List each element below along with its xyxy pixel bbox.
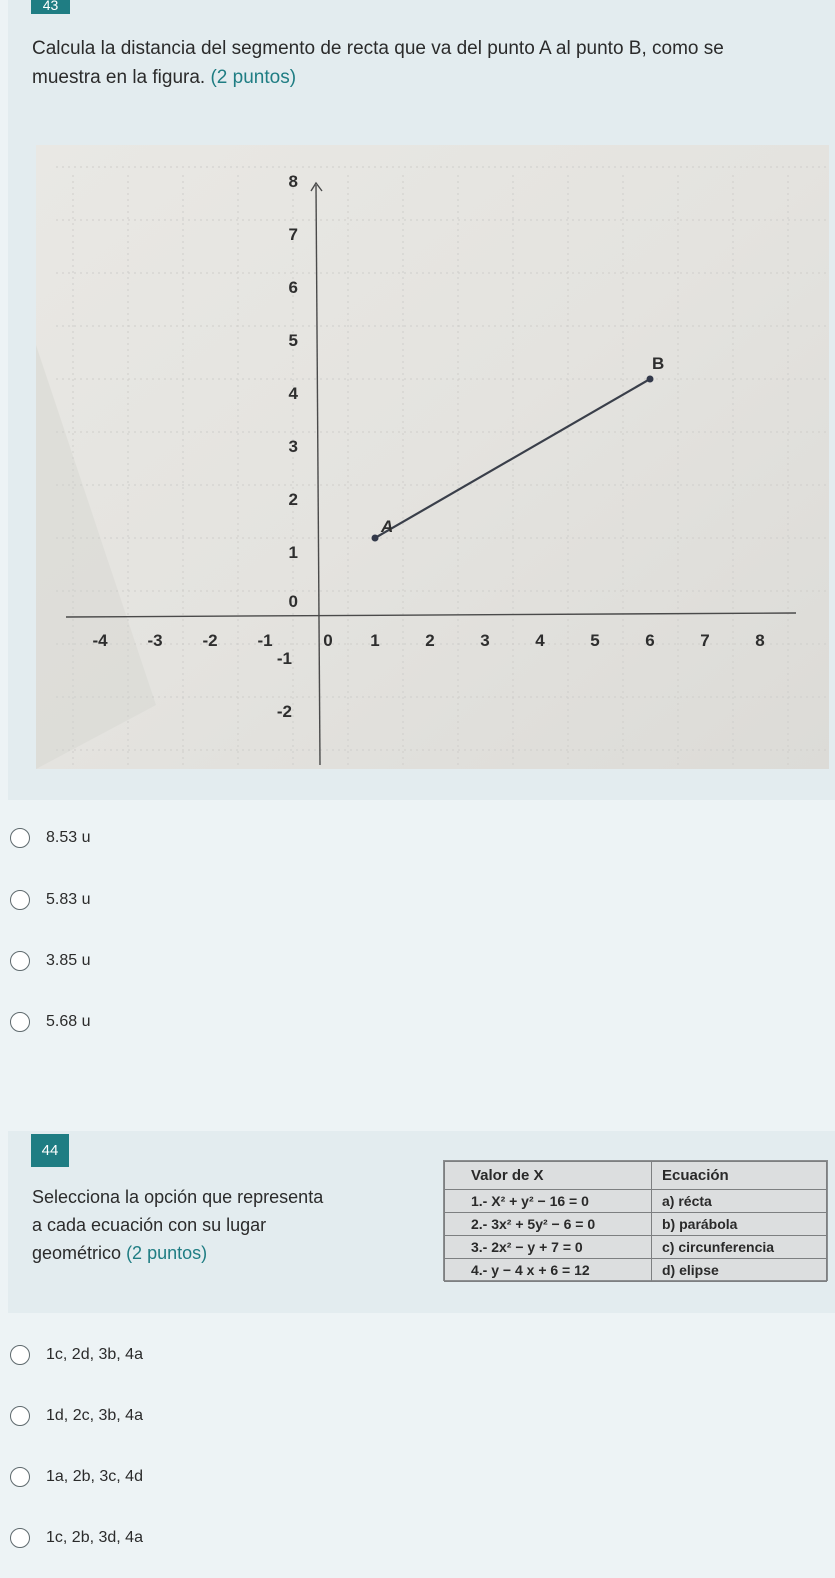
coordinate-plane-figure — [36, 145, 829, 769]
table-row — [445, 1259, 827, 1282]
answer-option-label: 1a, 2b, 3c, 4d — [46, 1468, 143, 1485]
answer-option-label: 1c, 2d, 3b, 4a — [46, 1346, 143, 1363]
answer-option-43-3[interactable] — [10, 948, 90, 974]
y-tick-label: 3 — [288, 437, 298, 456]
y-tick-label: -1 — [276, 649, 292, 668]
photo-background — [36, 145, 829, 769]
y-tick-label: -2 — [276, 702, 292, 721]
radio-button[interactable] — [10, 951, 30, 971]
question-43-points: (2 puntos) — [210, 67, 297, 88]
question-43-figure — [36, 145, 829, 769]
x-tick-label: 4 — [535, 631, 545, 650]
x-tick-label: 2 — [425, 631, 435, 650]
radio-button[interactable] — [10, 1406, 30, 1426]
answer-option-44-2[interactable] — [10, 1403, 143, 1429]
answer-option-label: 5.68 u — [46, 1013, 91, 1030]
y-tick-label: 1 — [288, 543, 298, 562]
question-44-text-line3-body: geométrico — [32, 1243, 122, 1263]
y-tick-label: 8 — [288, 172, 298, 191]
answer-option-label: 8.53 u — [46, 829, 91, 846]
point-b-label: B — [652, 354, 665, 373]
radio-button[interactable] — [10, 890, 30, 910]
x-tick-label: 0 — [323, 631, 333, 650]
question-44-text-line3 — [32, 1239, 323, 1267]
x-tick-label: -3 — [147, 631, 163, 650]
equations-table-grid — [444, 1161, 827, 1282]
question-44-points: (2 puntos) — [126, 1243, 208, 1263]
y-tick-label: 7 — [288, 225, 298, 244]
question-44-text-line1: Selecciona la opción que representa — [32, 1187, 324, 1207]
answer-option-43-2[interactable] — [10, 887, 90, 913]
answer-option-43-4[interactable] — [10, 1009, 90, 1035]
radio-button[interactable] — [10, 828, 30, 848]
point-a-label: A — [381, 517, 394, 536]
table-header-row — [445, 1162, 827, 1190]
question-43-text-line2-body: muestra en la figura. — [32, 67, 206, 88]
question-43-text-line2 — [32, 63, 724, 92]
question-number-44: 44 — [31, 1134, 69, 1167]
table-row — [445, 1236, 827, 1259]
y-tick-label: 4 — [288, 384, 298, 403]
table-header-left: Valor de X — [445, 1162, 652, 1190]
y-tick-label: 6 — [288, 278, 298, 297]
table-cell-equation: 2.- 3x² + 5y² − 6 = 0 — [445, 1213, 652, 1236]
table-cell-equation: 3.- 2x² − y + 7 = 0 — [445, 1236, 652, 1259]
answer-option-label: 5.83 u — [46, 891, 91, 908]
question-43-text-line1: Calcula la distancia del segmento de recta que va del punto A al punto B, como se — [32, 38, 724, 59]
table-header-right: Ecuación — [652, 1162, 827, 1190]
x-tick-label: -2 — [202, 631, 218, 650]
answer-option-43-1[interactable] — [10, 825, 90, 851]
x-tick-label: 1 — [370, 631, 380, 650]
table-cell-locus: a) récta — [652, 1190, 827, 1213]
answer-option-label: 3.85 u — [46, 952, 91, 969]
question-44-text — [32, 1183, 323, 1267]
question-43-text — [32, 34, 724, 92]
x-tick-label: -1 — [257, 631, 273, 650]
table-cell-equation: 4.- y − 4 x + 6 = 12 — [445, 1259, 652, 1282]
point-a — [372, 535, 379, 542]
answer-option-44-3[interactable] — [10, 1464, 143, 1490]
answer-option-label: 1c, 2b, 3d, 4a — [46, 1529, 143, 1546]
radio-button[interactable] — [10, 1528, 30, 1548]
x-tick-label: 5 — [590, 631, 600, 650]
table-cell-locus: c) circunferencia — [652, 1236, 827, 1259]
equations-table — [443, 1160, 828, 1281]
answer-option-44-1[interactable] — [10, 1342, 143, 1368]
radio-button[interactable] — [10, 1345, 30, 1365]
question-44-text-line2: a cada ecuación con su lugar — [32, 1215, 267, 1235]
table-row — [445, 1190, 827, 1213]
answer-option-label: 1d, 2c, 3b, 4a — [46, 1407, 143, 1424]
radio-button[interactable] — [10, 1467, 30, 1487]
point-b — [647, 376, 654, 383]
table-cell-equation: 1.- X² + y² − 16 = 0 — [445, 1190, 652, 1213]
answer-option-44-4[interactable] — [10, 1525, 143, 1551]
table-cell-locus: d) elipse — [652, 1259, 827, 1282]
x-tick-label: -4 — [92, 631, 108, 650]
y-tick-label: 0 — [288, 592, 298, 611]
radio-button[interactable] — [10, 1012, 30, 1032]
x-tick-label: 6 — [645, 631, 655, 650]
y-tick-label: 5 — [288, 331, 298, 350]
y-tick-label: 2 — [288, 490, 298, 509]
x-tick-label: 3 — [480, 631, 490, 650]
x-tick-label: 8 — [755, 631, 765, 650]
table-row — [445, 1213, 827, 1236]
question-number-43: 43 — [31, 0, 70, 14]
table-cell-locus: b) parábola — [652, 1213, 827, 1236]
x-tick-label: 7 — [700, 631, 710, 650]
